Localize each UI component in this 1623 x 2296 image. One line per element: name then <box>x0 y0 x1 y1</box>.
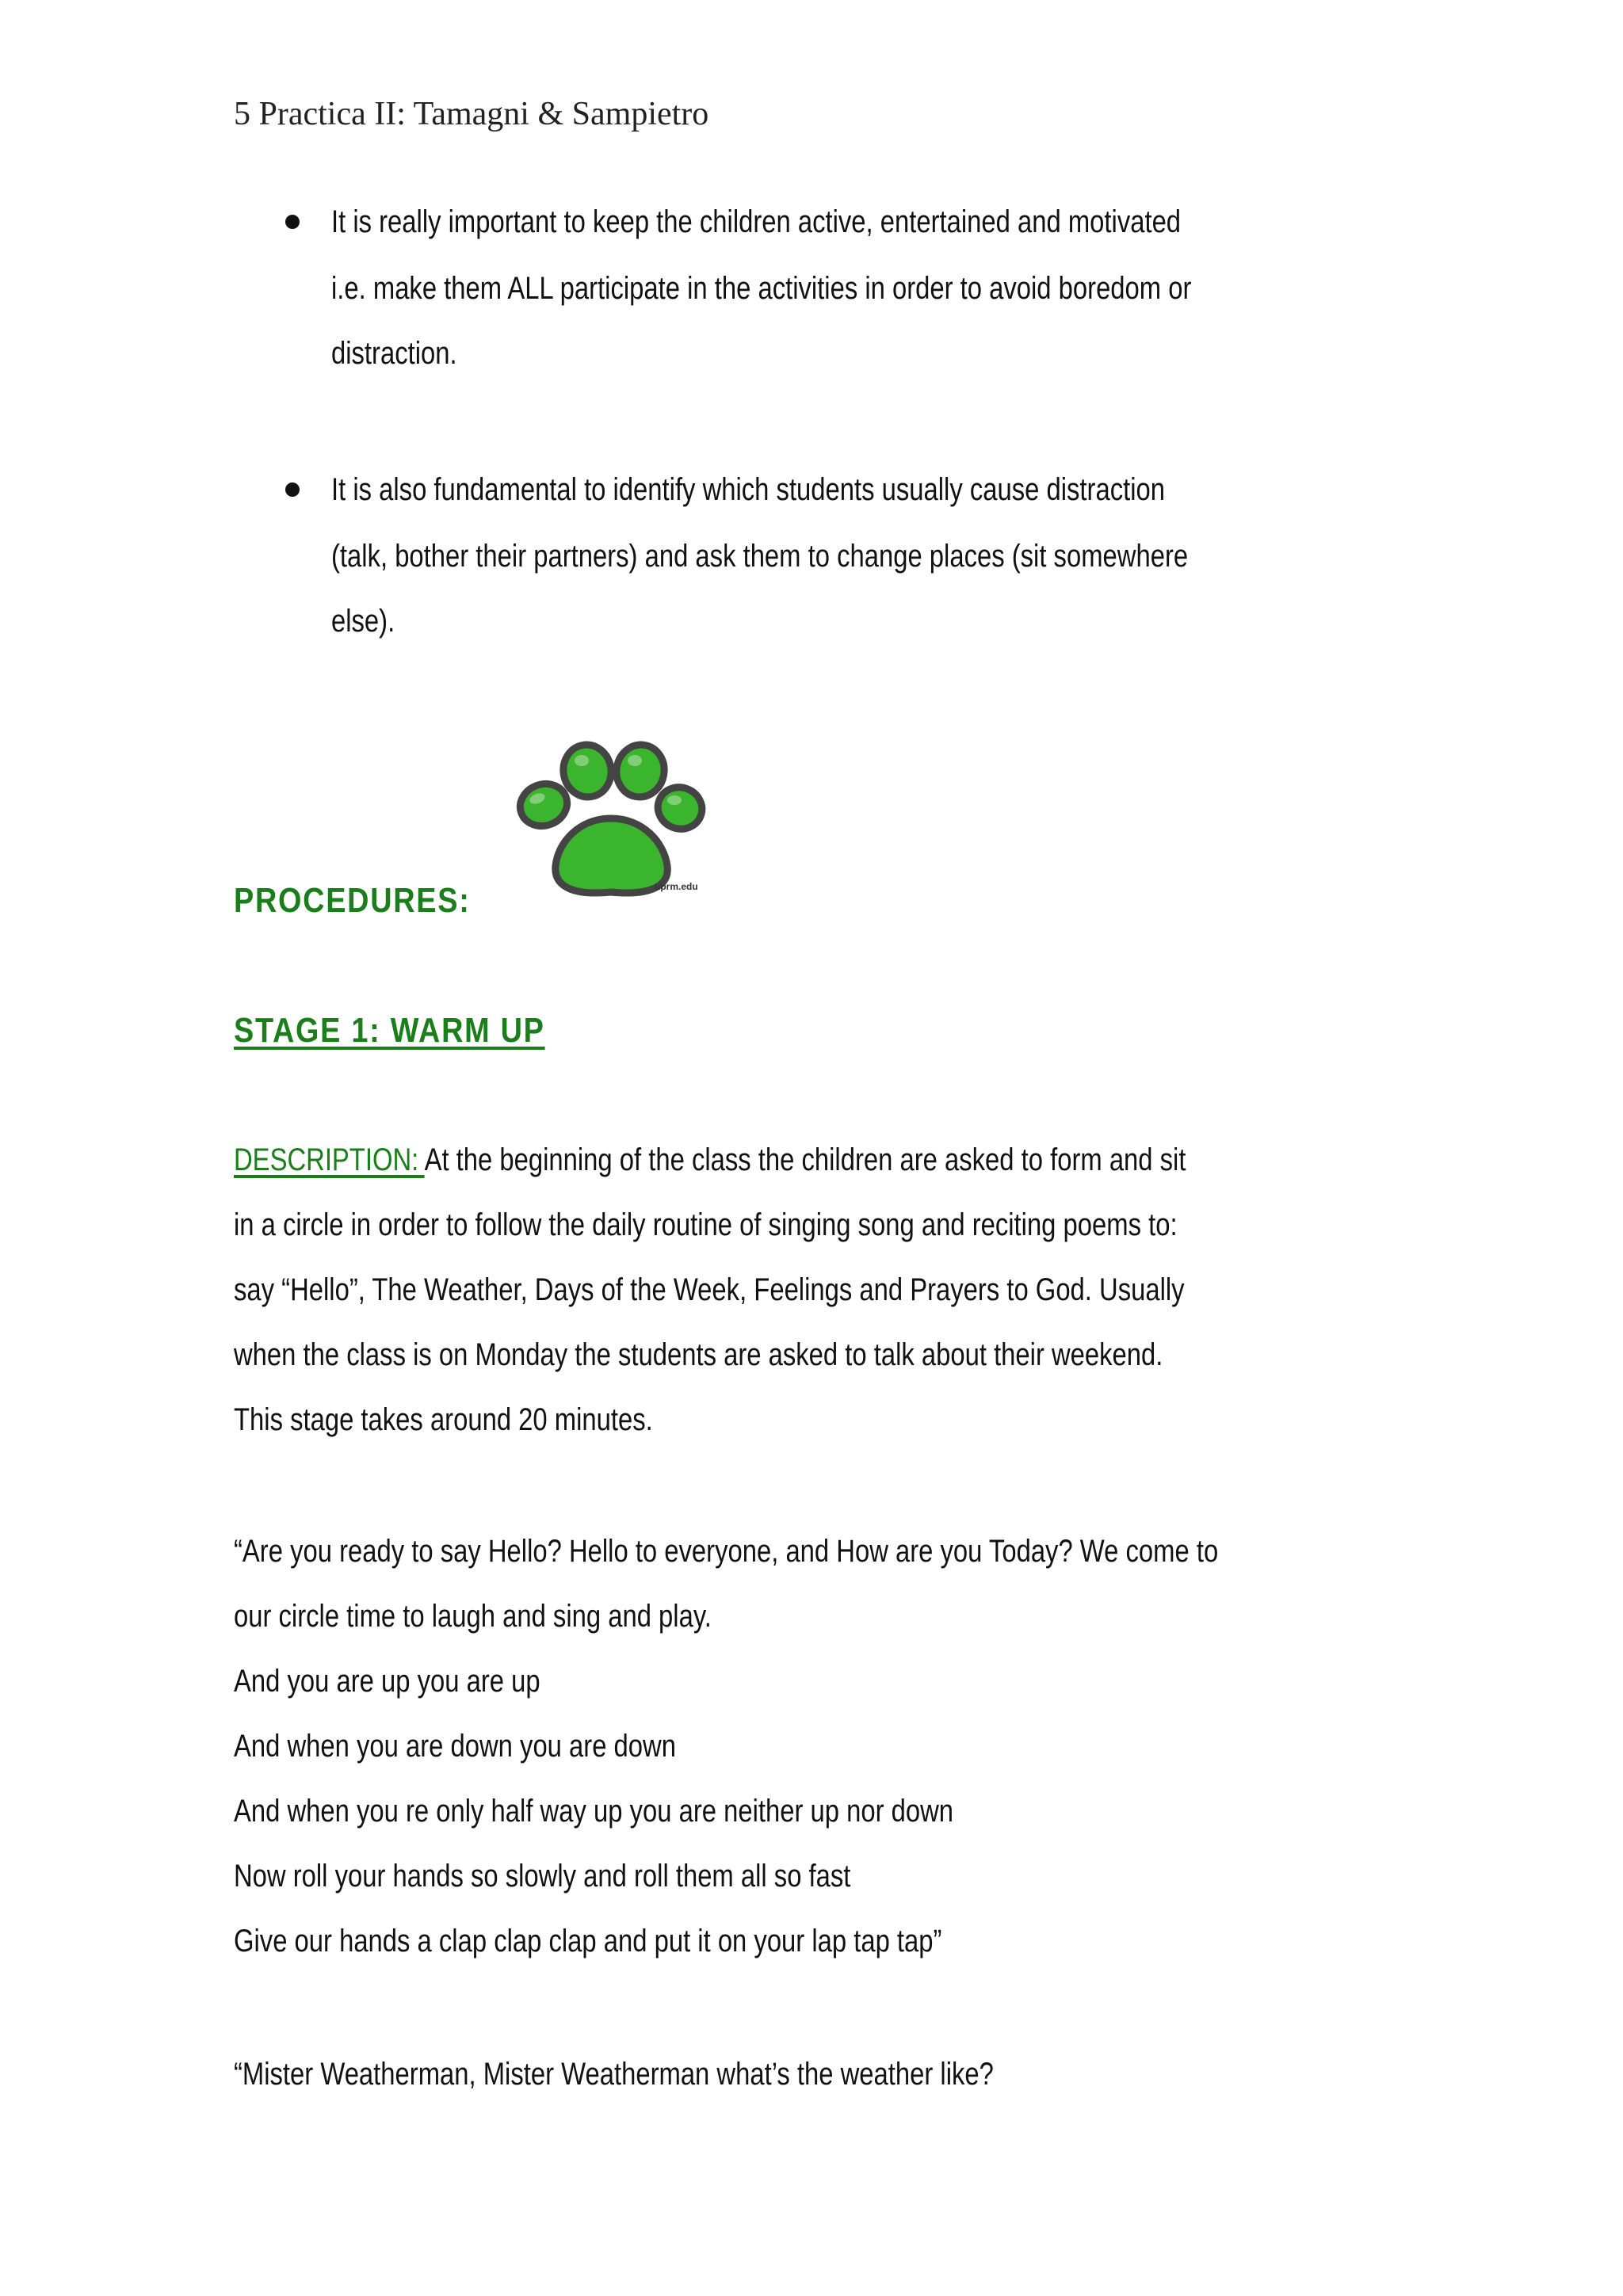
description-line: This stage takes around 20 minutes. <box>234 1402 653 1437</box>
description-label: DESCRIPTION: <box>234 1142 425 1177</box>
description-first-line <box>234 1141 1186 1179</box>
paw-print-icon <box>512 735 710 902</box>
description-line: in a circle in order to follow the daily routine of singing song and reciting poems to: <box>234 1207 1178 1242</box>
bullet-line: i.e. make them ALL participate in the activities in order to avoid boredom or <box>331 271 1192 306</box>
song-line: And you are up you are up <box>234 1664 540 1699</box>
bullet-line: else). <box>331 604 395 639</box>
bullet-dot-icon <box>285 215 300 229</box>
bullet-line: It is really important to keep the children active, entertained and motivated <box>331 204 1182 239</box>
image-credit: uprm.edu <box>655 881 698 892</box>
procedures-heading: PROCEDURES: <box>234 881 471 920</box>
song-line: Now roll your hands so slowly and roll them all so fast <box>234 1859 851 1894</box>
bullet-line: distraction. <box>331 336 457 371</box>
description-text: At the beginning of the class the children are asked to form and sit <box>424 1142 1186 1177</box>
song-line: Give our hands a clap clap clap and put it on your lap tap tap” <box>234 1924 942 1958</box>
song-line: And when you re only half way up you are neither up nor down <box>234 1794 954 1829</box>
song-line: our circle time to laugh and sing and play. <box>234 1599 712 1634</box>
song-line: And when you are down you are down <box>234 1729 676 1764</box>
song-line: “Are you ready to say Hello? Hello to everyone, and How are you Today? We come to <box>234 1534 1219 1569</box>
description-line: say “Hello”, The Weather, Days of the Week, Feelings and Prayers to God. Usually <box>234 1272 1185 1307</box>
description-line: when the class is on Monday the students are asked to talk about their weekend. <box>234 1337 1163 1372</box>
bullet-line: It is also fundamental to identify which students usually cause distraction <box>331 472 1165 507</box>
bullet-dot-icon <box>285 482 300 497</box>
bullet-line: (talk, bother their partners) and ask them to change places (sit somewhere <box>331 539 1189 574</box>
stage-heading: STAGE 1: WARM UP <box>234 1011 545 1050</box>
page-header: 5 Practica II: Tamagni & Sampietro <box>234 96 709 132</box>
song-line: “Mister Weatherman, Mister Weatherman what’s the weather like? <box>234 2057 994 2092</box>
